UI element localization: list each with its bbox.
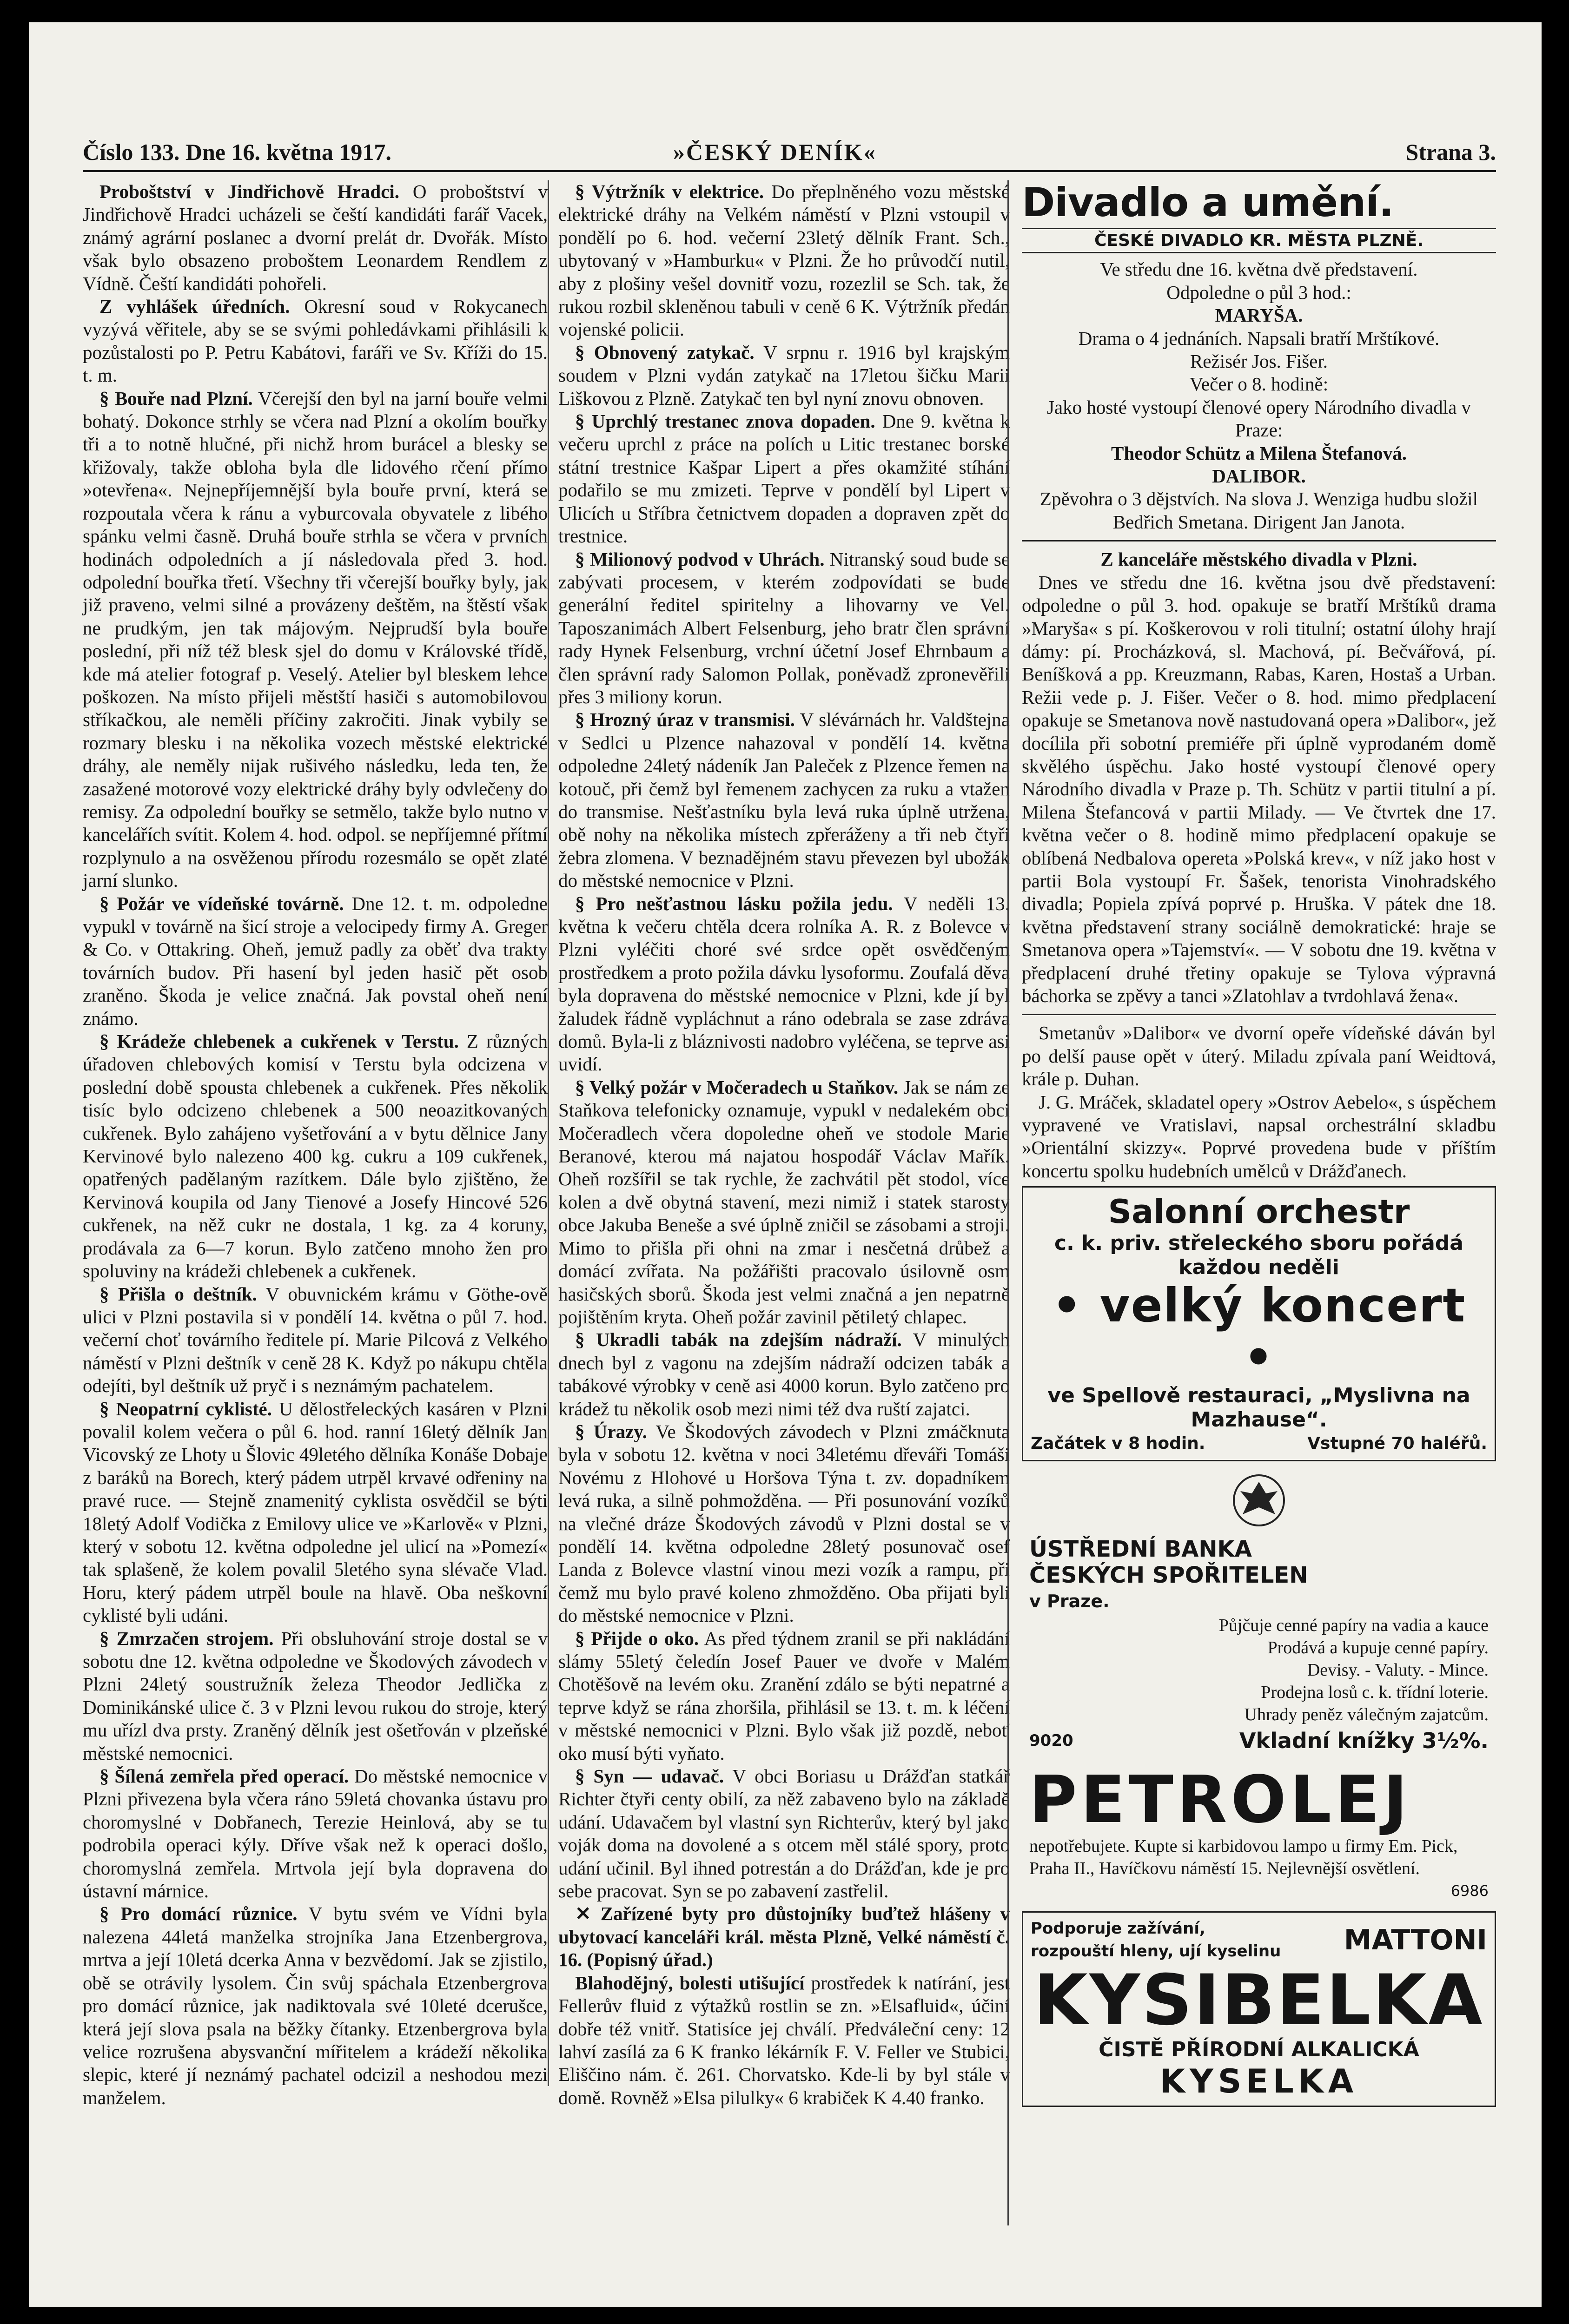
theatre-subheading: ČESKÉ DIVADLO KR. MĚSTA PLZNĚ. [1022, 228, 1496, 253]
news-item-body: Včerejší den byl na jarní bouře velmi bohatý. Dokonce strhly se včera nad Plzní a okolím bouřky tři a to notně hlučné, při nichž hrom burácel a blesky se křižovaly, takže obloha byla dle lidového rčení přímo »otevřena«. Nejnepříjemnější byla bouře první, která se rozpoutala včera k ránu a vyburcovala obyvatele z libého spánku velmi časně. Druhá bouře strhla se včera v prvních hodinách odpoledních a jí následovala před 3. hod. odpolední bouřka třetí. Všechny tři včerejší bouřky byly, jak již praveno, velmi silné a provázeny deštěm, na štěstí však ne prudkým, jen tak májovým. Nejprudší byla bouře poslední, při níž též blesk sjel do domu v Královské třídě, kde má atelier fotograf p. Veselý. Atelier byl bleskem lehce poškozen. Na místo přijeli městští hasiči s automobilovou stříkačkou, ale neměli příčiny zakročiti. Jinak vybily se rozmary blesku i na několika vozech městské elektrické dráhy, ale neměly nijak rušivého následku, leda ten, že zasažené motorové vozy elektrické dráhy byly odvlečeny do remisy. Za odpolední bouřky se setmělo, takže bylo nutno v kancelářích svítit. Kolem 4. hod. odpol. se nepříjemné přítmí rozplynulo a na osvěženou přírodu rozesmálo se opět zlaté jarní slunko. [83, 387, 548, 891]
news-item-heading: § Zmrzačen strojem. [99, 1627, 274, 1649]
news-item-body: Do přeplněného vozu městské elektrické dráhy na Velkém náměstí v Plzni vstoupil v pondělí po 6. hod. večerní 23letý dělník Frant. Sch., ubytovaný v »Hamburku« v Plzni. Že ho průvodčí nutil, aby z plošiny vešel dovnitř vozu, rozezlil se Sch. tak, že rukou rozbil skleněnou tabuli v ceně 6 K. Výtržník předán vojenské policii. [558, 181, 1010, 340]
news-item [83, 1283, 548, 1398]
eagle-emblem-icon [1231, 1472, 1287, 1528]
news-item-heading: § Pro domácí různice. [99, 1903, 298, 1925]
petrolej-text: nepotřebujete. Kupte si karbidovou lampo u firmy Em. Pick, Praha II., Havíčkovu náměstí 15. Nejlevnější osvětlení. [1029, 1836, 1458, 1879]
mattoni-brand: MATTONI [1344, 1923, 1487, 1956]
news-item-heading: § Syn — udavač. [575, 1765, 724, 1787]
page-number: Strana 3. [1405, 139, 1496, 165]
bank-services [1029, 1614, 1489, 1726]
news-item-heading: § Obnovený zatykač. [575, 341, 755, 363]
news-item-body: U dělostřeleckých kasáren v Plzni povalil kolem večera o půl 6. hod. ranní 16letý dělník Jan Vicovský ze Lhoty u Šlovic 49letého dělníka Konáše Dobaje z baráků na Borech, který pádem utrpěl krvavé odřeniny na pravé ruce. — Stejně znamenitý cyklista osvědčil se býti 18letý Adolf Vodička z Emilovy ulice ve »Karlově« v Plzni, který v sobotu 12. května odpoledne jel ulicí na »Pomezí« tak splašeně, že kolem povalil 5letého syna slévače Vlad. Horu, který pádem utrpěl boule na hlavě. Oba neškovní cyklisté byli udáni. [83, 1398, 548, 1626]
news-item-body: Jak se nám ze Staňkova telefonicky oznamuje, vypukl v nedalekém obci Močeradlech včera dopoledne oheň ve stodole Marie Beranové, kterou má najatou hospodář Václav Mařík. Oheň rozšířil se tak rychle, že zachvátil pět stodol, více kolen a dvě obytná stavení, mezi nimiž i statek starosty obce Jakuba Beneše a své úplně zničil se zásobami a stroji. Mimo to přišla při ohni na zmar i nesčetná drůbež a domácí zvířata. Na požářišti pracovalo úsilovně osm hasičských sborů. Škoda jest velmi značná a jen nepatrně pojištěním kryta. Oheň požár zavinil pětiletý chlapec. [558, 1076, 1010, 1327]
ad-orchestra-title: Salonní orchestr [1108, 1193, 1410, 1231]
bank-advertisement [1022, 1465, 1496, 1757]
news-item [558, 1627, 1010, 1765]
news-item-heading: Proboštství v Jindřichově Hradci. [99, 181, 400, 202]
bank-deposits: Vkladní knížky 3½%. [1239, 1728, 1489, 1754]
news-item [83, 892, 548, 1030]
office-text: Dnes ve středu dne 16. května jsou dvě představení: odpoledne o půl 3. hod. opakuje se bratří Mrštíků drama »Maryša« s pí. Koškerovou v roli titulní; ostatní úlohy hrají dámy: pí. Procházková, sl. Machová, pí. Bečvářová, pí. Beníšková a pp. Kreuzmann, Rabas, Karen, Hostaš a Urban. Režii vede p. J. Fišer. Večer o 8. hod. mimo předplacení opakuje se Smetanova nově nastudovaná opera »Dalibor«, jež docílila při sobotní premiéře při úplně vyprodaném domě skvělého úspěchu. Jako hosté vystoupí členové opery Národního divadla v Praze p. Th. Schütz v partii titulní a pí. Milena Štefancová v partii Milady. — Ve čtvrtek dne 17. května večer o 8. hodině mimo předplacení opakuje se oblíbená Nedbalova opereta »Polská krev«, v níž jako host v partii Bola vystoupí Fr. Šašek, tenorista Vinohradského divadla; Popiela zpívá poprvé p. Hruška. V pátek dne 18. května představení strany sociálně demokratické: hraje se Smetanova opera »Tajemství«. — V sobotu dne 19. května v předplacení druhé třetiny opakuje se Tylova výpravná báchorka se zpěvy a tanci »Zlatohlav a tvrdohlavá žena«. [1022, 571, 1496, 1006]
theatre-line: Večer o 8. hodině: [1189, 373, 1329, 395]
issue-number-date: Číslo 133. Dne 16. května 1917. [83, 139, 391, 165]
play-description: Zpěvohra o 3 dějstvích. Na slova J. Wenziga hudbu složil Bedřich Smetana. Dirigent Jan Janota. [1039, 488, 1478, 533]
news-item-body: V obci Boriasu u Drážďan statkář Richter čtyři centy obilí, za něž zabaveno bylo na základě udání. Udavačem byl vlastní syn Richterův, který byl jako voják doma na dovolené a s otcem měl stálé spory, proto udání učinil. Byl ihned potrestán a do Drážďan, kde je pro sebe pracovat. Syn se po zabavení zastřelil. [558, 1765, 1010, 1902]
mattoni-slogan: Podporuje zažívání, rozpouští hleny, ují kyselinu [1031, 1919, 1281, 1961]
news-item-heading: § Krádeže chlebenek a cukřenek v Terstu. [99, 1030, 459, 1052]
ad-when: každou neděli [1178, 1255, 1339, 1280]
guest-intro: Jako hosté vystoupí členové opery Národního divadla v Praze: [1046, 396, 1471, 441]
news-item-heading: Blahodějný, bolesti utišující [575, 1972, 805, 1994]
news-item-body: Z různých úřadoven chlebových komisí v Terstu byla odcizena v poslední době spousta chlebenek a cukřenek. Přes několik tisíc bylo odcizeno chlebenek a 500 neoazitkovaných cukřenek. Bylo zahájeno vyšetřování a v bytu dělnice Jany Kervinové bylo nalezeno 400 kg. cukru a 109 cukřenek, opatřených padělaným razítkem. Dále bylo zjištěno, že Kervinová koupila od Jany Tienové a Josefy Hincové 526 cukřenek, na něž cukr ne dostala, 1 kg. za 4 koruny, prodávala za 6—7 korun. Bylo zatčeno mnoho žen pro spoluviny na krádeži chlebenek a cukřenek. [83, 1030, 548, 1282]
news-item-heading: § Požár ve vídeňské továrně. [99, 892, 344, 914]
news-item-body: Nitranský soud bude se zabývati procesem, v kterém zodpovídati se bude generální ředitel spiritelny a lihovarny ve Vel. Taposzanimách Albert Felsenburg, jeho bratr člen správní rady Hynek Felsenburg, vrchní účetní Josef Ehrnbaum a člen správní rady Salomon Pollak, poněvadž zpronevěřili přes 3 miliony korun. [558, 548, 1010, 707]
news-item-heading: ✕ Zařízené byty pro důstojníky buďtež hlášeny v ubytovací kanceláři král. města Plzně, Velké náměstí č. 16. (Popisný úřad.) [558, 1903, 1010, 1971]
news-item-heading: § Hrozný úraz v transmisi. [575, 709, 795, 731]
news-item-heading: § Přijde o oko. [575, 1627, 699, 1649]
bank-name: ČESKÝCH SPOŘITELEN [1029, 1562, 1308, 1589]
office-heading: Z kanceláře městského divadla v Plzni. [1100, 548, 1417, 570]
concert-advertisement [1022, 1186, 1496, 1461]
news-item [558, 708, 1010, 892]
ad-admission: Vstupné 70 haléřů. [1307, 1434, 1487, 1453]
news-item-body: V minulých dnech byl z vagonu na zdejším nádraží odcizen tabák a tabákové výrobky v ceně asi 4000 korun. Bylo zatčeno pro krádež tu několik osob mezi nimi též dva ruští zajatci. [558, 1329, 1010, 1419]
news-item [83, 295, 548, 387]
news-item [558, 1902, 1010, 1971]
column-right [1007, 180, 1496, 2225]
news-item [558, 548, 1010, 709]
kysibelka-title: KYSIBELKA [1033, 1960, 1484, 2041]
divider [1022, 1014, 1496, 1015]
news-item-body: V srpnu r. 1916 byl krajským soudem v Plzni vydán zatykač na 17letou šičku Marii Liškovou z Plzně. Zatykač ten byl nyní znovu obnoven. [558, 341, 1010, 409]
bank-name: ÚSTŘEDNÍ BANKA [1029, 1536, 1252, 1563]
play-title: MARYŠA. [1215, 304, 1303, 326]
theatre-line: Odpoledne o půl 3 hod.: [1166, 281, 1351, 303]
theatre-note: Smetanův »Dalibor« ve dvorní opeře vídeňské dáván byl po delší pause opět v úterý. Miladu zpívala paní Weidtová, krále p. Duhan. [1022, 1022, 1496, 1090]
news-item [83, 1765, 548, 1902]
news-item-heading: § Bouře nad Plzní. [99, 387, 253, 409]
news-item [83, 1398, 548, 1627]
petrolej-title: PETROLEJ [1029, 1762, 1411, 1838]
bank-service-item: Devisy. - Valuty. - Mince. [1307, 1660, 1489, 1680]
news-item-body: Dne 9. května k večeru uprchl z práce na polích u Litic trestanec borské státní trestnice Kašpar Lipert a přes okamžité stíhání podařilo se mu zmizeti. Teprve v pondělí byl Lipert v Ulicích u Stříbra četnictvem dopaden a dopraven zpět do trestnice. [558, 410, 1010, 547]
news-item-heading: § Ukradli tabák na zdejším nádraží. [575, 1329, 902, 1351]
news-item [83, 180, 548, 295]
news-item [558, 1076, 1010, 1328]
play-description: Drama o 4 jednáních. Napsali bratří Mrštíkové. [1078, 327, 1440, 349]
news-item [558, 180, 1010, 341]
ad-concert-title: • velký koncert • [1052, 1278, 1466, 1385]
play-title: DALIBOR. [1212, 465, 1306, 487]
news-item-heading: § Přišla o deštník. [99, 1283, 257, 1305]
news-item-body: Dne 12. t. m. odpoledne vypukl v továrně na šicí stroje a velocipedy firmy A. Greger & Co. v Ottakring. Oheň, jemuž padly za oběť dva trakty továrních budov. Při hasení byl jeden hasič pět osob zraněno. Škoda je velice značná. Jak povstal oheň není známo. [83, 892, 548, 1029]
bank-service-item: Půjčuje cenné papíry na vadia a kauce [1218, 1616, 1489, 1636]
news-item-body: V neděli 13. května k večeru chtěla dcera rolníka A. R. z Bolevce v Plzni vyléčiti choré své srdce opět osvědčeným prostředkem a proto požila dávku lysoformu. Zoufalá děva byla dopravena do městské nemocnice v Plzni, kde jí byl žaludek řádně vypláchnut a ráno odebrala se zase zdráva domů. Byla-li z bláznivosti nadobro vyléčena, se teprve asi uvidí. [558, 892, 1010, 1075]
news-item [83, 1902, 548, 2109]
mattoni-advertisement [1022, 1911, 1496, 2107]
news-item-body: Ve Škodových závodech v Plzni zmáčknuta byla v sobotu 12. května v noci 34letému dřeváři Tomáši Novému z Hlohové u Horšova Týna t. zv. dopadníkem levá ruka, a silně pohmožděna. — Při posunování vozíků na vlečné dráze Škodových závodů v Plzni dostal se v pondělí 14. května odpoledne 28letý posunovač osef Landa z Bolevce vlastní vinou mezi vozík a rampu, při čemž mu bylo pravé koleno zhmožděno. Oba přijati byli do městské nemocnice v Plzni. [558, 1420, 1010, 1626]
news-item-body: Do městské nemocnice v Plzni přivezena byla včera ráno 59letá chovanka ústavu pro choromyslné v Dobřanech, Terezie Heinlová, aby se tu podrobila operaci kýly. Dříve však než k operaci došlo, choromyslná zemřela. Mrtvola její byla dopravena do ústavní márnice. [83, 1765, 548, 1902]
ad-organizer: c. k. priv. střeleckého sboru pořádá [1054, 1231, 1463, 1255]
news-item-heading: § Výtržník v elektrice. [575, 181, 764, 202]
column-middle [548, 180, 1010, 2108]
theatre-note: J. G. Mráček, skladatel opery »Ostrov Aebelo«, s úspěchem vypravené ve Vratislavi, napsal orchestrální skladbu »Orientální skizzy«. Poprvé provedena bude v příštím koncertu spolku hudebních umělců v Drážďanech. [1022, 1091, 1496, 1182]
news-item [558, 1972, 1010, 2109]
ad-code: 9020 [1029, 1731, 1073, 1750]
news-item [83, 1627, 548, 1765]
news-item-heading: § Neopatrní cyklisté. [99, 1398, 272, 1419]
news-item-body: Okresní soud v Rokycanech vyzývá věřitele, aby se se svými pohledávkami přihlásili k pozůstalosti po P. Petru Kabátovi, faráři ve Sv. Kříži do 15. t. m. [83, 296, 548, 386]
newspaper-title: »ČESKÝ DENÍK« [673, 139, 877, 165]
ad-code: 6986 [1450, 1882, 1489, 1900]
news-item [558, 341, 1010, 410]
news-item-heading: § Velký požár v Močeradech u Staňkov. [575, 1076, 899, 1098]
news-item [558, 1765, 1010, 1902]
kysibelka-bottom: KYSELKA [1159, 2062, 1358, 2100]
theatre-heading: Divadlo a umění. [1022, 179, 1394, 226]
news-item-body: prostředek k natírání, jest Fellerův fluid z výtažků rostlin se zn. »Elsafluid«, účiní dobře též vnitř. Statisíce jej chválí. Předváleční ceny: 12 lahví zasílá za 6 K franko lékárník F. V. Feller ve Stubici, Eliščino nám. č. 261. Chorvatsko. Kde-li by byl stále v domě. Rovněž »Elsa pilulky« 6 krabiček K 4.40 franko. [558, 1972, 1010, 2108]
bank-city: v Praze. [1029, 1591, 1110, 1612]
news-item-body: V obuvnickém krámu v Göthe-ově ulici v Plzni postavila si v pondělí 14. května o půl 7. hod. večerní choť továrního ředitele pí. Marie Pilcová z Velkého náměstí v Plzni deštník v ceně 28 K. Když po nákupu chtěla odejíti, byl deštník už pryč i s neznámým pachatelem. [83, 1283, 548, 1397]
news-item-heading: § Uprchlý trestanec znova dopaden. [575, 410, 875, 432]
news-item-heading: § Milionový podvod v Uhrách. [575, 548, 825, 570]
guest-names: Theodor Schütz a Milena Štefanová. [1111, 442, 1407, 464]
news-item-body: Při obsluhování stroje dostal se v sobotu dne 12. května odpoledne ve Škodových závodech v Plzni 24letý soustružník železa Theodor Jedlička z Dominikánské ulice č. 3 v Plzni levou rukou do stroje, který mu uřízl dva prsty. Zraněný dělník jest ošetřován v plzeňské městské nemocnici. [83, 1627, 548, 1764]
news-item-heading: Z vyhlášek úředních. [99, 296, 290, 317]
news-item [83, 387, 548, 892]
bank-service-item: Prodejna losů c. k. třídní loterie. [1261, 1683, 1489, 1703]
ad-venue: ve Spellově restauraci, „Myslivna na Mazhause“. [1047, 1384, 1470, 1432]
ad-start-time: Začátek v 8 hodin. [1031, 1434, 1205, 1453]
bank-service-item: Uhrady peněz válečným zajatcům. [1244, 1705, 1489, 1725]
theatre-line: Ve středu dne 16. května dvě představení. [1100, 258, 1418, 280]
news-item-body: V slévárnách hr. Valdštejna v Sedlci u Plzence nahazoval v pondělí 14. května odpoledne 24letý nádeník Jan Paleček z Plzence řemen na kotouč, při čemž byl řemenem zachycen za ruku a vtažen do transmise. Nešťastníku byla levá ruka úplně utržena, obě nohy na několika místech zpřeráženy a tři neb čtyři žebra zlomena. V beznadějném stavu převezen byl ubožák do městské nemocnice v Plzni. [558, 709, 1010, 891]
news-item [558, 892, 1010, 1076]
news-item [558, 1420, 1010, 1627]
news-item-heading: § Úrazy. [575, 1420, 647, 1442]
divider [1022, 540, 1496, 541]
news-item [83, 1030, 548, 1282]
newspaper-page [29, 22, 1542, 2307]
news-item [558, 410, 1010, 548]
news-item-body: V bytu svém ve Vídni byla nalezena 44letá manželka strojníka Jana Etzenbergrova, mrtva a její 10letá dcerka Anna v bezvědomí. Jak se zjistilo, obě se otrávily lysolem. Čin svůj spáchala Etzenbergrova pro domácí různice, jak nadiktovala své 10leté dcerušce, která její slova psala na běžky čítanky. Etzenbergrova byla velice rozrušena abysvanční mířitelem a krádeží několika slepic, které jí neznámý pachatel odcizil a neshodou mezi manželem. [83, 1903, 548, 2108]
kysibelka-subtitle: ČISTĚ PŘÍRODNÍ ALKALICKÁ [1099, 2037, 1419, 2061]
news-item-heading: § Pro nešťastnou lásku požila jedu. [575, 892, 893, 914]
news-item-heading: § Šílená zemřela před operací. [99, 1765, 349, 1787]
petroleum-advertisement [1022, 1761, 1496, 1907]
header-rule [83, 170, 1496, 172]
news-item-body: O proboštství v Jindřichově Hradci ucházeli se čeští kandidáti farář Vacek, známý agrární poslanec a dvorní prelát dr. Dvořák. Místo však bylo obsazeno proboštem Leonardem Rendlem z Vídně. Čeští kandidáti pohořeli. [83, 181, 548, 294]
bank-service-item: Prodává a kupuje cenné papíry. [1267, 1638, 1489, 1658]
page-header [83, 139, 1496, 172]
news-item-body: As před týdnem zranil se při nakládání slámy 55letý čeledín Josef Pauer ve dvoře v Malém Chotěšově na levém oku. Zranění zdálo se býti nepatrné a teprve když se rána zhoršila, přihlásil se 13. t. m. k léčení v městské nemocnici v Plzni. Bylo však již pozdě, neboť oko musí býti vyňato. [558, 1627, 1010, 1764]
news-item [558, 1328, 1010, 1420]
column-left [83, 180, 548, 2225]
play-director: Režisér Jos. Fišer. [1190, 350, 1328, 372]
